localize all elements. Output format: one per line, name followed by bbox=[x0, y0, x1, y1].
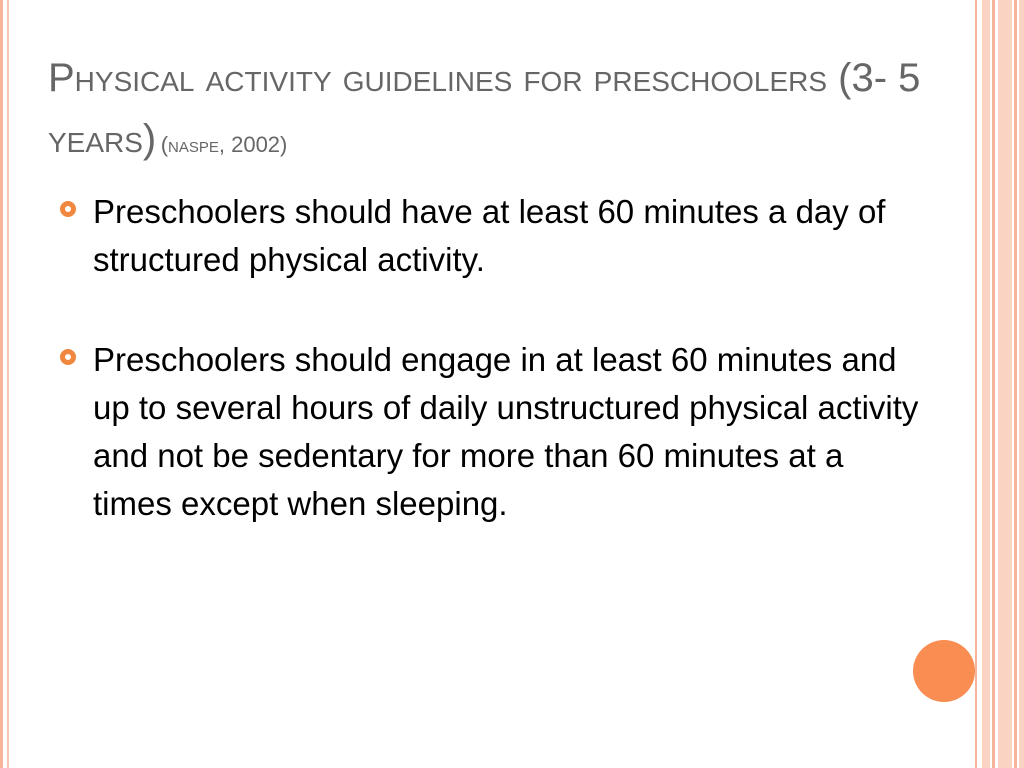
slide-title-main: Physical activity guidelines for preschoolers (3- 5 years) bbox=[48, 56, 921, 161]
ring-bullet-icon bbox=[60, 349, 76, 365]
left-border-line bbox=[7, 0, 9, 768]
slide-title bbox=[48, 52, 948, 174]
right-border-stripe bbox=[982, 0, 990, 768]
right-border-stripe bbox=[975, 0, 977, 768]
right-border-stripe bbox=[992, 0, 995, 768]
right-border-stripe bbox=[1019, 0, 1024, 768]
slide-title-citation: (naspe, 2002) bbox=[160, 132, 288, 157]
right-border-stripe bbox=[998, 0, 1012, 768]
decorative-circle bbox=[913, 640, 975, 702]
bullet-text: Preschoolers should have at least 60 minutes a day of structured physical activity. bbox=[93, 193, 886, 278]
bullet-item bbox=[60, 336, 920, 528]
bullet-text: Preschoolers should engage in at least 60 minutes and up to several hours of daily unstructured physical activity and not be sedentary for more than 60 minutes at a times except when sleeping. bbox=[93, 341, 919, 522]
left-border-line bbox=[0, 0, 3, 768]
right-border-stripe bbox=[1014, 0, 1017, 768]
bullet-item bbox=[60, 188, 920, 284]
bullet-list bbox=[60, 188, 920, 580]
ring-bullet-icon bbox=[60, 201, 76, 217]
